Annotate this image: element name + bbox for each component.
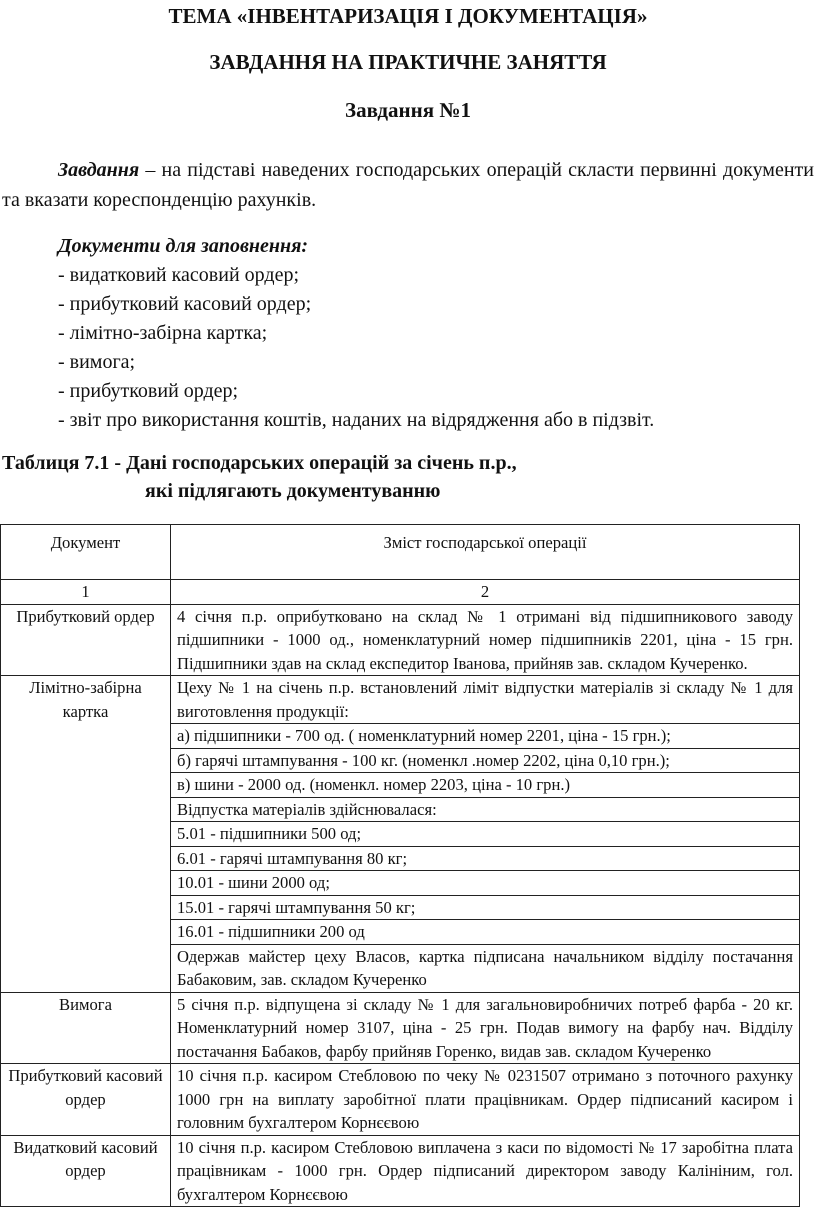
column-number-row — [1, 580, 800, 605]
task-number-heading: Завдання №1 — [345, 98, 471, 122]
column-header-content: Зміст господарської операції — [171, 525, 800, 580]
document-item: - лімітно-забірна картка; — [58, 322, 268, 344]
document-item: - прибутковий ордер; — [58, 380, 239, 402]
column-number: 2 — [171, 580, 800, 605]
table-row — [1, 1135, 800, 1207]
task-label: Завдання — [58, 159, 140, 181]
operation-content-cell: а) підшипники - 700 од. ( номенклатурний номер 2201, ціна - 15 грн.); — [171, 724, 800, 749]
column-number: 1 — [1, 580, 171, 605]
table-row — [1, 1064, 800, 1136]
operation-content-cell: 6.01 - гарячі штампування 80 кг; — [171, 846, 800, 871]
operation-content-cell: Одержав майстер цеху Власов, картка підписана начальником відділу постачання Бабаковим, зав. складом Кучеренко — [171, 944, 800, 992]
document-item: - прибутковий касовий ордер; — [58, 293, 312, 315]
operation-content-cell: Відпустка матеріалів здійснювалася: — [171, 797, 800, 822]
operation-content-cell: 10.01 - шини 2000 од; — [171, 871, 800, 896]
operation-content-cell: б) гарячі штампування - 100 кг. (номенкл .номер 2202, ціна 0,10 грн.); — [171, 748, 800, 773]
table-row — [1, 992, 800, 1064]
operation-content-cell: 10 січня п.р. касиром Стебловою по чеку № 0231507 отримано з поточного рахунку 1000 грн на виплату заробітної плати працівникам. Ордер підписаний касиром і головним бухгалтером Корнєєвою — [171, 1064, 800, 1136]
document-type-cell: Вимога — [1, 992, 171, 1064]
operation-content-cell: 5 січня п.р. відпущена зі складу № 1 для загальновиробничих потреб фарба - 20 кг. Номенклатурний номер 3107, ціна - 25 грн. Подав вимогу на фарбу нач. Відділу постачання Бабаков, фарбу прийняв Горенко, видав зав. складом Кучеренко — [171, 992, 800, 1064]
operation-content-cell: в) шини - 2000 од. (номенкл. номер 2203, ціна - 10 грн.) — [171, 773, 800, 798]
table-row — [1, 676, 800, 724]
operation-content-cell: 15.01 - гарячі штампування 50 кг; — [171, 895, 800, 920]
operation-content-cell: 4 січня п.р. оприбутковано на склад № 1 отримані від підшипникового заводу підшипники - 1000 од., номенклатурний номер підшипників 2201, ціна - 15 грн. Підшипники здав на склад експедитор Іванова, прийняв зав. складом Кучеренко. — [171, 604, 800, 676]
theme-heading: ТЕМА «ІНВЕНТАРИЗАЦІЯ І ДОКУМЕНТАЦІЯ» — [168, 4, 648, 28]
table-caption-line1: Таблиця 7.1 - Дані господарських операцій за січень п.р., — [2, 452, 517, 474]
task-heading: ЗАВДАННЯ НА ПРАКТИЧНЕ ЗАНЯТТЯ — [209, 50, 607, 74]
table-row — [1, 604, 800, 676]
column-header-document: Документ — [1, 525, 171, 580]
documents-title: Документи для заповнення: — [58, 235, 309, 257]
task-text: – на підставі наведених господарських операцій скласти первинні документи та вказати кореспонденцію рахунків. — [2, 159, 814, 211]
operation-content-cell: 10 січня п.р. касиром Стебловою виплачена з каси по відомості № 17 заробітна плата працівникам - 1000 грн. Ордер підписаний директором заводу Калініним, гол. бухгалтером Корнєєвою — [171, 1135, 800, 1207]
document-type-cell: Лімітно-забірна картка — [1, 676, 171, 993]
task-description — [2, 155, 814, 215]
documents-list — [58, 232, 808, 435]
document-item: - звіт про використання коштів, наданих на відрядження або в підзвіт. — [58, 409, 655, 431]
document-type-cell: Прибутковий ордер — [1, 604, 171, 676]
table-caption-line2: які підлягають документуванню — [145, 480, 441, 502]
document-type-cell: Видатковий касовий ордер — [1, 1135, 171, 1207]
operation-content-cell: Цеху № 1 на січень п.р. встановлений ліміт відпустки матеріалів зі складу № 1 для виготовлення продукції: — [171, 676, 800, 724]
operation-content-cell: 16.01 - підшипники 200 од — [171, 920, 800, 945]
operation-content-cell: 5.01 - підшипники 500 од; — [171, 822, 800, 847]
operations-table — [0, 524, 800, 1207]
document-item: - вимога; — [58, 351, 136, 373]
table-header-row — [1, 525, 800, 580]
document-type-cell: Прибутковий касовий ордер — [1, 1064, 171, 1136]
document-item: - видатковий касовий ордер; — [58, 264, 299, 286]
